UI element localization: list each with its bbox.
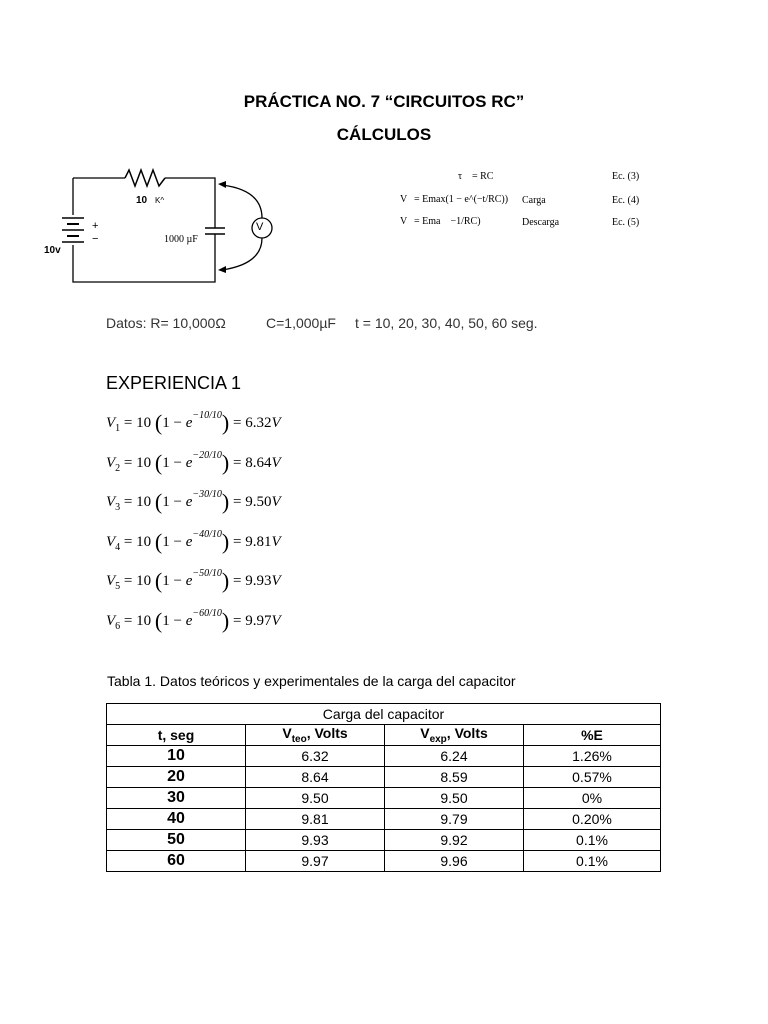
cell-error: 0% [524,788,661,809]
cell-time: 60 [107,851,246,872]
formula-charge-label: Carga [522,195,546,206]
col-header-t: t, seg [107,725,246,746]
table-header-row [107,725,661,746]
cell-vteo: 9.93 [246,830,385,851]
resistor-symbol [125,170,165,186]
cell-vexp: 9.92 [385,830,524,851]
page-title: PRÁCTICA NO. 7 “CIRCUITOS RC” [243,92,525,111]
resistor-label: 10 [136,195,148,206]
table-row [107,851,661,872]
cell-vexp: 8.59 [385,767,524,788]
table-row [107,809,661,830]
equation-line: $V_1 = 10$ $(1 - e^{-10/10}) = 6.32V$ [106,410,281,435]
cell-error: 0.1% [524,851,661,872]
capacitor-symbol [205,218,225,242]
cell-vteo: 9.50 [246,788,385,809]
rc-circuit-diagram [40,160,280,285]
equation-line: $V_2 = 10$ $(1 - e^{-20/10}) = 8.64V$ [106,450,281,475]
arrow-head-top [218,181,226,188]
wire-top-right [165,178,215,218]
cell-vexp: 9.96 [385,851,524,872]
col-header-vexp: $V_{exp}$, Volts [385,725,524,746]
cell-vteo: 9.81 [246,809,385,830]
table-group-header: Carga del capacitor [107,704,661,725]
cell-time: 20 [107,767,246,788]
table-row [107,788,661,809]
battery-plus: + [92,220,99,232]
equation-line: $V_6 = 10$ $(1 - e^{-60/10}) = 9.97V$ [106,608,281,633]
cell-time: 30 [107,788,246,809]
table-row [107,830,661,851]
resistor-unit: K^ [155,196,165,205]
cell-vteo: 8.64 [246,767,385,788]
cell-vexp: 6.24 [385,746,524,767]
col-header-error: %E [524,725,661,746]
experiencia-title: EXPERIENCIA 1 [106,373,242,393]
equation-line: $V_3 = 10$ $(1 - e^{-30/10}) = 9.50V$ [106,489,281,514]
formula-charge-lhs: V [400,194,408,205]
capacitor-charge-table [106,703,661,872]
table-group-header-row [107,704,661,725]
formula-discharge-rhs: = Ema −1/RC) [414,216,481,227]
cell-vteo: 6.32 [246,746,385,767]
equation-line: $V_5 = 10$ $(1 - e^{-50/10}) = 9.93V$ [106,568,281,593]
col-header-vteo: $V_{teo}$, Volts [246,725,385,746]
battery-minus: − [92,233,99,245]
formula-discharge-ref: Ec. (5) [612,217,640,228]
capacitor-label: 1000 µF [164,234,198,245]
cell-error: 0.20% [524,809,661,830]
cell-error: 0.1% [524,830,661,851]
cell-error: 1.26% [524,746,661,767]
formula-discharge-lhs: V [400,216,408,227]
table-row [107,746,661,767]
table-row [107,767,661,788]
cell-error: 0.57% [524,767,661,788]
cell-vexp: 9.50 [385,788,524,809]
datos-times: t = 10, 20, 30, 40, 50, 60 seg. [355,315,538,331]
cell-time: 10 [107,746,246,767]
voltmeter-lead-top [222,185,262,218]
table-caption: Tabla 1. Datos teóricos y experimentales de la carga del capacitor [107,673,516,689]
cell-time: 40 [107,809,246,830]
datos-resistance: Datos: R= 10,000Ω [106,315,226,331]
page-subtitle: CÁLCULOS [336,125,432,144]
source-label: 10v [44,245,61,256]
formula-charge-rhs: = Emax(1 − e^(−t/RC)) [414,194,509,205]
datos-capacitance: C=1,000µF [266,315,336,331]
formula-tau-rhs: = RC [472,171,494,182]
formula-discharge-label: Descarga [522,217,560,228]
cell-vexp: 9.79 [385,809,524,830]
battery-symbol [62,218,84,242]
arrow-head-bottom [218,266,226,273]
formula-tau-ref: Ec. (3) [612,171,640,182]
cell-vteo: 9.97 [246,851,385,872]
voltmeter-label: V [256,221,264,233]
cell-time: 50 [107,830,246,851]
formula-tau-lhs: τ [458,171,463,182]
voltmeter-lead-bottom [222,238,262,270]
equation-line: $V_4 = 10$ $(1 - e^{-40/10}) = 9.81V$ [106,529,281,554]
formula-charge-ref: Ec. (4) [612,195,640,206]
wire-bottom [73,242,215,282]
